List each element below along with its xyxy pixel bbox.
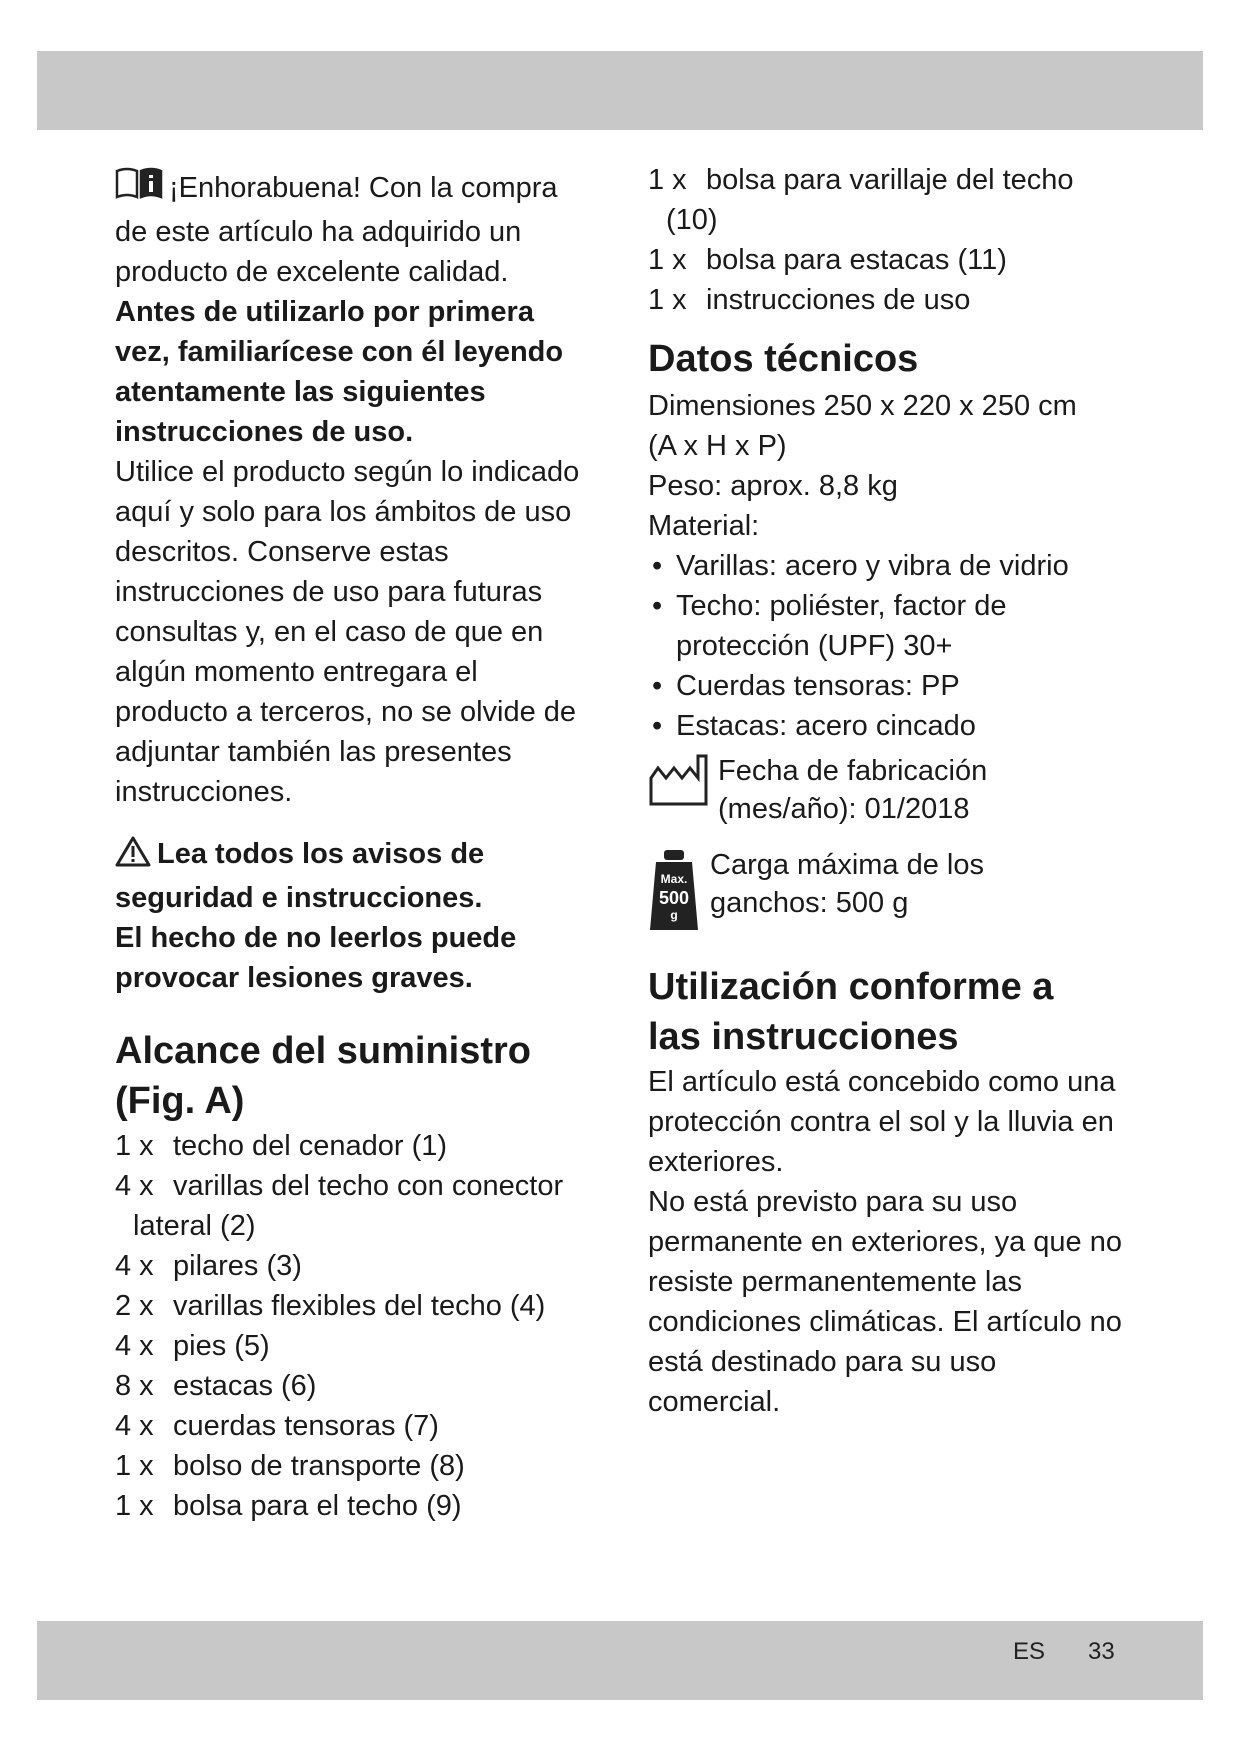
read-manual-icon bbox=[115, 165, 163, 212]
material-item: • Cuerdas tensoras: PP bbox=[648, 666, 1128, 706]
scope-item-text: varillas flexibles del techo (4) bbox=[173, 1290, 546, 1322]
scope-item-qty: 1 x bbox=[115, 1490, 154, 1522]
scope-item-text: bolsa para estacas (11) bbox=[706, 244, 1007, 276]
scope-item-text: bolsa para varillaje del techo bbox=[706, 164, 1074, 196]
scope-item-text: bolso de transporte (8) bbox=[173, 1450, 465, 1482]
material-list bbox=[648, 546, 1128, 746]
intro-text: ¡Enhorabuena! Con la compra de este artículo ha adquirido un producto de excelente calidad. bbox=[115, 172, 558, 288]
scope-item-qty: 1 x bbox=[648, 284, 687, 316]
scope-item bbox=[115, 1286, 595, 1326]
scope-item-text: pilares (3) bbox=[173, 1250, 302, 1282]
scope-item-text: bolsa para el techo (9) bbox=[173, 1490, 462, 1522]
scope-item-text: cuerdas tensoras (7) bbox=[173, 1410, 439, 1442]
scope-item-text: pies (5) bbox=[173, 1330, 270, 1362]
use-text-2: No está previsto para su uso permanente en exteriores, ya que no resiste permanentemente las condiciones climáticas. El artículo no está destinado para su uso comercial. bbox=[648, 1186, 1122, 1418]
material-item: • Varillas: acero y vibra de vidrio bbox=[648, 546, 1128, 586]
scope-item-qty: 1 x bbox=[115, 1450, 154, 1482]
scope-item bbox=[115, 1246, 595, 1286]
scope-item bbox=[115, 1486, 595, 1526]
weight-text: Peso: aprox. 8,8 kg bbox=[648, 470, 898, 502]
scope-item bbox=[648, 240, 1128, 280]
scope-item bbox=[115, 1366, 595, 1406]
use-heading-line-2: las instrucciones bbox=[648, 1016, 959, 1058]
scope-item bbox=[115, 1406, 595, 1446]
scope-item-qty: 2 x bbox=[115, 1290, 154, 1322]
scope-list bbox=[115, 1126, 595, 1526]
warning-line-3: El hecho de no leerlos puede bbox=[115, 922, 517, 954]
weight-icon-value: 500 bbox=[658, 888, 690, 908]
scope-item bbox=[115, 1326, 595, 1366]
manufacture-line-2: (mes/año): 01/2018 bbox=[718, 793, 970, 825]
weight-icon-unit: g bbox=[670, 908, 678, 922]
load-line-2: ganchos: 500 g bbox=[710, 887, 909, 919]
scope-item-continuation: (10) bbox=[666, 204, 718, 236]
scope-list-continued bbox=[648, 160, 1128, 320]
intro-body-text: Utilice el producto según lo indicado aquí y solo para los ámbitos de uso descritos. Conserve estas instrucciones de uso para futuras consultas y, en el caso de que en algún momento entregara el producto a terceros, no se olvide de adjuntar también las presentes instrucciones. bbox=[115, 456, 580, 808]
manufacture-date-row bbox=[648, 752, 1128, 828]
use-heading-line-1: Utilización conforme a bbox=[648, 966, 1054, 1008]
scope-item-qty: 1 x bbox=[115, 1130, 154, 1162]
header-bar bbox=[37, 51, 1203, 130]
scope-heading-line-1: Alcance del suministro bbox=[115, 1030, 532, 1072]
scope-item-qty: 4 x bbox=[115, 1250, 154, 1282]
load-line-1: Carga máxima de los bbox=[710, 849, 984, 881]
material-item: • Techo: poliéster, factor de protección (UPF) 30+ bbox=[648, 586, 1128, 666]
scope-item-text: techo del cenador (1) bbox=[173, 1130, 448, 1162]
scope-item bbox=[648, 280, 1128, 320]
scope-item-qty: 4 x bbox=[115, 1170, 154, 1202]
scope-item-qty: 1 x bbox=[648, 164, 687, 196]
intro-paragraph bbox=[115, 165, 595, 292]
max-load-row bbox=[648, 846, 1128, 932]
manufacture-line-1: Fecha de fabricación bbox=[718, 755, 988, 787]
use-heading bbox=[648, 962, 1128, 1062]
warning-line-1: Lea todos los avisos de bbox=[157, 838, 485, 870]
material-item: • Estacas: acero cincado bbox=[648, 706, 1128, 746]
scope-item bbox=[115, 1126, 595, 1166]
scope-heading-line-2: (Fig. A) bbox=[115, 1080, 245, 1122]
warning-line-2: seguridad e instrucciones. bbox=[115, 882, 483, 914]
footer-language: ES bbox=[1013, 1638, 1046, 1665]
scope-item bbox=[115, 1166, 595, 1206]
scope-heading bbox=[115, 1026, 595, 1126]
material-label: Material: bbox=[648, 510, 760, 542]
scope-item-text: instrucciones de uso bbox=[706, 284, 971, 316]
warning-line-4: provocar lesiones graves. bbox=[115, 962, 473, 994]
scope-item-qty: 4 x bbox=[115, 1330, 154, 1362]
page-number: 33 bbox=[1088, 1638, 1115, 1665]
weight-500g-icon bbox=[648, 846, 718, 932]
warning-triangle-icon bbox=[115, 835, 151, 878]
scope-item-qty: 8 x bbox=[115, 1370, 154, 1402]
intro-bold-text: Antes de utilizarlo por primera vez, familiarícese con él leyendo atentamente las siguientes instrucciones de uso. bbox=[115, 296, 564, 448]
tech-heading: Datos técnicos bbox=[648, 338, 919, 380]
scope-item-text: estacas (6) bbox=[173, 1370, 317, 1402]
manufacture-date-icon bbox=[648, 752, 718, 813]
right-column bbox=[648, 160, 1128, 1422]
scope-item bbox=[648, 160, 1128, 200]
scope-item-text: varillas del techo con conector bbox=[173, 1170, 564, 1202]
use-text-1: El artículo está concebido como una protección contra el sol y la lluvia en exteriores. bbox=[648, 1066, 1116, 1178]
dimensions-line-2: (A x H x P) bbox=[648, 430, 787, 462]
scope-item bbox=[115, 1446, 595, 1486]
dimensions-line-1: Dimensiones 250 x 220 x 250 cm bbox=[648, 390, 1077, 422]
scope-item-qty: 4 x bbox=[115, 1410, 154, 1442]
left-column bbox=[115, 165, 595, 1526]
warning-block bbox=[115, 834, 595, 998]
scope-item-continuation: lateral (2) bbox=[133, 1210, 256, 1242]
weight-icon-label: Max. bbox=[660, 872, 688, 886]
scope-item-qty: 1 x bbox=[648, 244, 687, 276]
